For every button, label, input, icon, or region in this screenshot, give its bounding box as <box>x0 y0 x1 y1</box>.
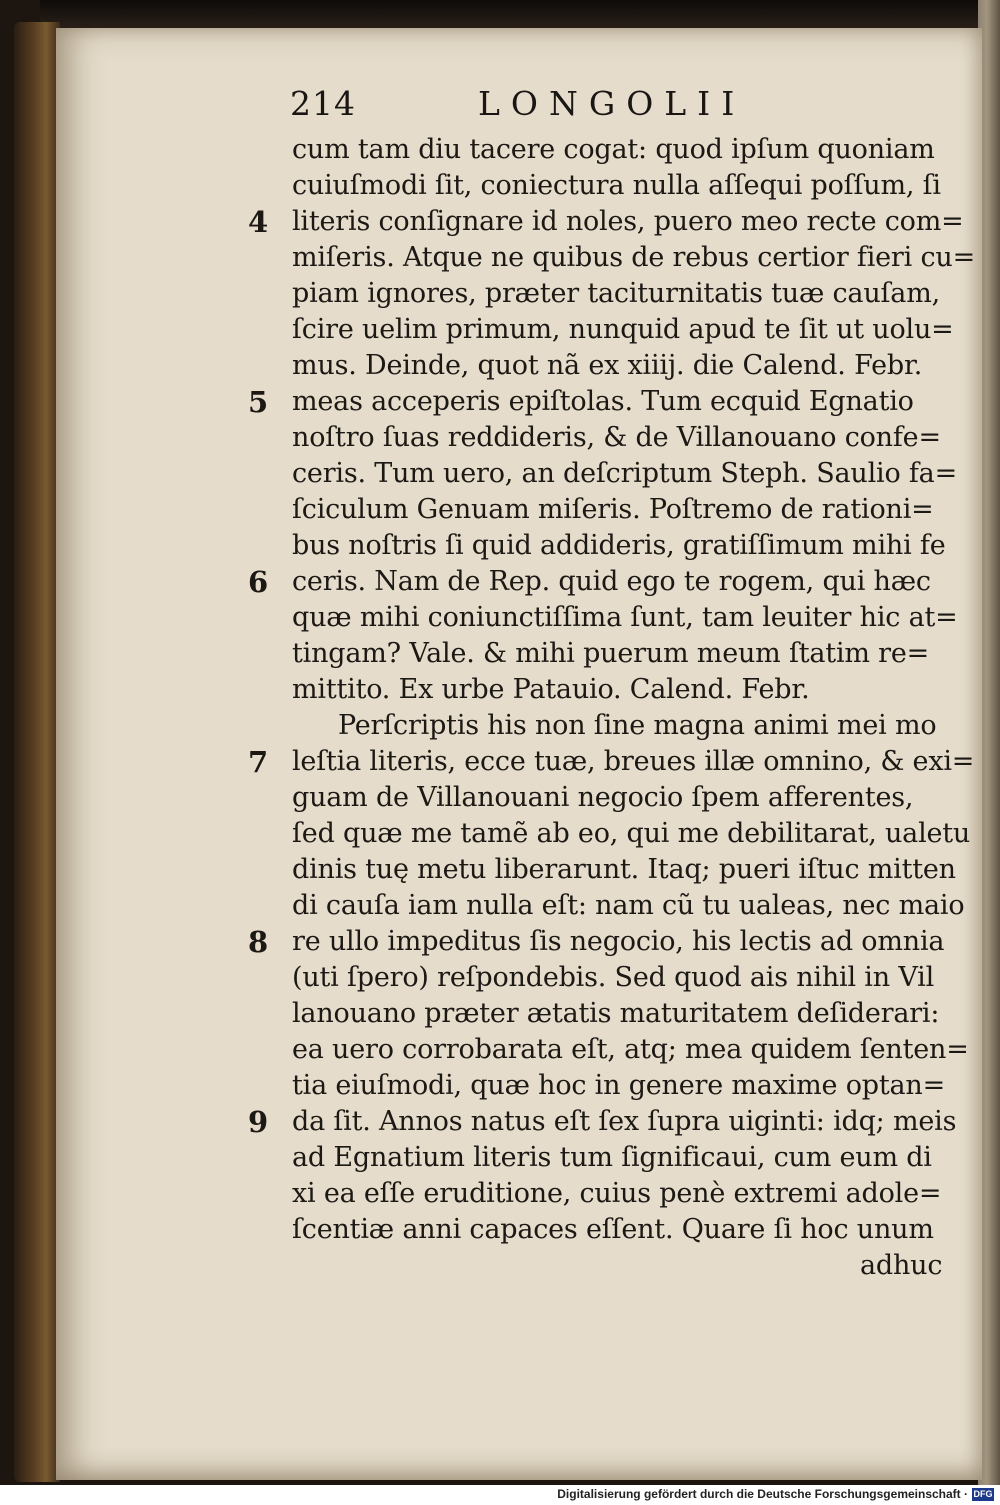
catchword: adhuc <box>860 1250 943 1281</box>
text-line-content: (uti ſpero) reſpondebis. Sed quod ais nihil in Vil <box>292 962 935 993</box>
text-line <box>292 780 952 816</box>
running-head: LONGOLII <box>478 84 746 123</box>
text-line-content: Perſcriptis his non ſine magna animi mei mo <box>338 710 937 741</box>
text-line <box>292 996 952 1032</box>
footer-bar <box>0 1485 1000 1505</box>
text-line <box>292 852 956 888</box>
text-line <box>292 456 958 492</box>
text-line-content: tia eiuſmodi, quæ hoc in genere maxime optan= <box>292 1070 946 1101</box>
text-line-content: ea uero corrobarata eſt, atq; mea quidem ſenten= <box>292 1034 969 1065</box>
text-line-content: ſcire uelim primum, nunquid apud te ſit ut uolu= <box>292 314 954 345</box>
text-line <box>292 240 975 276</box>
text-line-content: bus noſtris ſi quid addideris, gratiſſimum mihi fe <box>292 530 946 561</box>
text-line <box>292 420 952 456</box>
text-line-content: meas acceperis epiſtolas. Tum ecquid Egnatio <box>292 386 914 417</box>
text-line <box>248 204 964 240</box>
margin-number: 8 <box>248 925 268 959</box>
text-line <box>292 636 952 672</box>
text-line <box>292 960 952 996</box>
text-line-content: literis conſignare id noles, puero meo recte com= <box>292 206 964 237</box>
text-line-content: cum tam diu tacere cogat: quod ipſum quoniam <box>292 134 935 165</box>
text-line-content: lanouano præter ætatis maturitatem deſiderari: <box>292 998 940 1029</box>
text-line <box>292 168 952 204</box>
text-line <box>248 924 952 960</box>
text-line-content: quæ mihi coniunctiſſima ſunt, tam leuiter hic at= <box>292 602 958 633</box>
text-line <box>292 276 952 312</box>
text-line <box>292 528 952 564</box>
margin-number: 9 <box>248 1105 268 1139</box>
margin-number: 7 <box>248 745 268 779</box>
text-line <box>292 708 952 744</box>
text-line <box>292 672 952 708</box>
margin-number: 6 <box>248 565 268 599</box>
text-line-content: piam ignores, præter taciturnitatis tuæ cauſam, <box>292 278 940 309</box>
text-line <box>292 888 965 924</box>
text-line <box>248 564 952 600</box>
text-line <box>292 492 952 528</box>
text-line-content: noſtro ſuas reddideris, & de Villanouano confe= <box>292 422 941 453</box>
text-line-content: da ſit. Annos natus eſt ſex ſupra uiginti: idq; meis <box>292 1106 957 1137</box>
text-line <box>292 816 971 852</box>
text-line <box>292 132 952 168</box>
text-line <box>292 1176 952 1212</box>
book-spine-left <box>14 22 60 1482</box>
book-board-top <box>40 0 1000 30</box>
text-line-content: leſtia literis, ecce tuæ, breues illæ omnino, & exi= <box>292 746 975 777</box>
page-header <box>290 84 810 128</box>
text-line-content: mus. Deinde, quot nã ex xiiij. die Calend. Febr. <box>292 350 923 381</box>
text-line <box>292 312 952 348</box>
text-line-content: di cauſa iam nulla eſt: nam cũ tu ualeas, nec maio <box>292 890 965 921</box>
catchword-line <box>292 1248 952 1284</box>
text-line <box>292 348 952 384</box>
body-text <box>248 132 975 1284</box>
text-line-content: miſeris. Atque ne quibus de rebus certior fieri cu= <box>292 242 975 273</box>
text-line-content: cuiuſmodi ſit, coniectura nulla aſſequi poſſum, ſi <box>292 170 941 201</box>
text-line <box>292 1068 952 1104</box>
margin-number: 5 <box>248 385 268 419</box>
text-line <box>292 1212 952 1248</box>
text-line-content: ſciculum Genuam miſeris. Poſtremo de rationi= <box>292 494 934 525</box>
text-line <box>248 384 952 420</box>
text-line-content: re ullo impeditus ſis negocio, his lectis ad omnia <box>292 926 945 957</box>
text-line-content: ceris. Nam de Rep. quid ego te rogem, qui hæc <box>292 566 931 597</box>
text-line <box>292 1140 952 1176</box>
text-line-content: tingam? Vale. & mihi puerum meum ſtatim re= <box>292 638 930 669</box>
text-line <box>248 744 975 780</box>
page-number: 214 <box>290 84 356 123</box>
footer-credit: Digitalisierung gefördert durch die Deutsche Forschungsgemeinschaft · <box>557 1487 968 1501</box>
text-line-content: ceris. Tum uero, an deſcriptum Steph. Saulio fa= <box>292 458 958 489</box>
text-line <box>292 1032 969 1068</box>
text-line-content: ſed quæ me tamẽ ab eo, qui me debilitarat, ualetu <box>292 818 971 849</box>
text-line <box>292 600 958 636</box>
text-line-content: guam de Villanouani negocio ſpem afferentes, <box>292 782 914 813</box>
margin-number: 4 <box>248 205 268 239</box>
dfg-logo: DFG <box>973 1489 993 1499</box>
text-line-content: mittito. Ex urbe Patauio. Calend. Febr. <box>292 674 810 705</box>
text-line-content: ad Egnatium literis tum ſignificaui, cum eum di <box>292 1142 932 1173</box>
text-line-content: ſcentiæ anni capaces eſſent. Quare ſi hoc unum <box>292 1214 934 1245</box>
text-line <box>248 1104 957 1140</box>
text-line-content: xi ea eſſe eruditione, cuius penè extremi adole= <box>292 1178 942 1209</box>
text-line-content: dinis tuę metu liberarunt. Itaq; pueri iſtuc mitten <box>292 854 956 885</box>
